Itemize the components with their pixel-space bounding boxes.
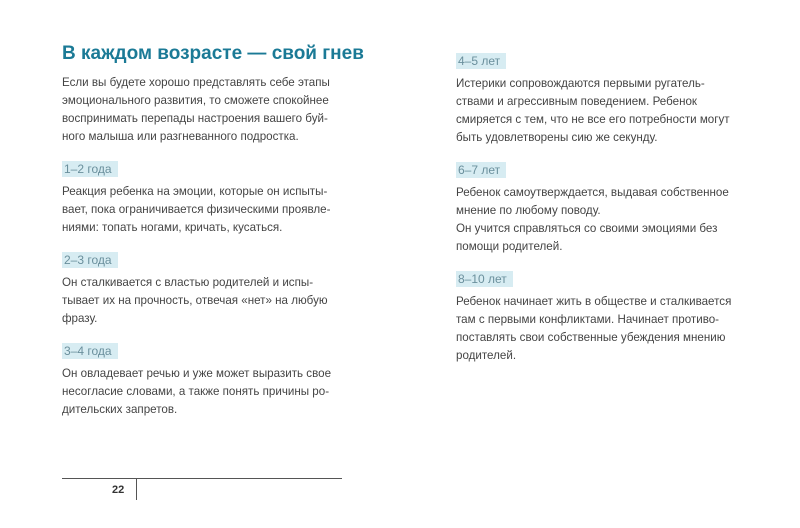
section-line: родителей. <box>456 349 517 362</box>
footer-rule <box>62 478 342 479</box>
intro-paragraph <box>62 74 352 146</box>
age-section-4-5 <box>456 52 746 147</box>
section-line: мнение по любому поводу. <box>456 204 601 217</box>
footer-divider <box>136 478 137 500</box>
intro-line: ного малыша или разгневанного подростка. <box>62 130 299 143</box>
intro-line: воспринимать перепады настроения вашего буй- <box>62 112 328 125</box>
right-column <box>456 52 746 379</box>
section-line: Ребенок самоутверждается, выдавая собственное <box>456 186 729 199</box>
section-line: Он учится справляться со своими эмоциями без <box>456 222 718 235</box>
section-line: Он сталкивается с властью родителей и испы- <box>62 276 314 289</box>
age-label: 4–5 лет <box>456 53 506 69</box>
section-line: быть удовлетворены сию же секунду. <box>456 131 658 144</box>
section-line: помощи родителей. <box>456 240 563 253</box>
age-label: 2–3 года <box>62 252 118 268</box>
age-section-8-10 <box>456 270 746 365</box>
age-label: 3–4 года <box>62 343 118 359</box>
left-column <box>62 42 364 433</box>
page-title: В каждом возрасте — свой гнев <box>62 43 364 64</box>
section-line: дительских запретов. <box>62 403 178 416</box>
intro-line: эмоционального развития, то сможете спокойнее <box>62 94 329 107</box>
section-line: там с первыми конфликтами. Начинает противо- <box>456 313 720 326</box>
section-line: несогласие словами, а также понять причины ро- <box>62 385 330 398</box>
section-line: Он овладевает речью и уже может выразить свое <box>62 367 332 380</box>
age-section-1-2 <box>62 160 352 237</box>
section-line: вает, пока ограничивается физическими проявле- <box>62 203 331 216</box>
section-line: фразу. <box>62 312 98 325</box>
page-number: 22 <box>112 484 125 496</box>
section-line: смиряется с тем, что не все его потребности могут <box>456 113 730 126</box>
intro-line: Если вы будете хорошо представлять себе этапы <box>62 76 330 89</box>
age-label: 1–2 года <box>62 161 118 177</box>
section-line: Реакция ребенка на эмоции, которые он испыты- <box>62 185 328 198</box>
age-section-6-7 <box>456 161 746 256</box>
section-line: Истерики сопровождаются первыми ругатель- <box>456 77 705 90</box>
section-line: тывает их на прочность, отвечая «нет» на любую <box>62 294 328 307</box>
section-line: поставлять свои собственные убеждения мнению <box>456 331 726 344</box>
age-section-3-4 <box>62 342 352 419</box>
section-line: ствами и агрессивным поведением. Ребенок <box>456 95 697 108</box>
section-line: Ребенок начинает жить в обществе и сталкивается <box>456 295 732 308</box>
age-section-2-3 <box>62 251 352 328</box>
age-label: 6–7 лет <box>456 162 506 178</box>
age-label: 8–10 лет <box>456 271 513 287</box>
section-line: ниями: топать ногами, кричать, кусаться. <box>62 221 283 234</box>
